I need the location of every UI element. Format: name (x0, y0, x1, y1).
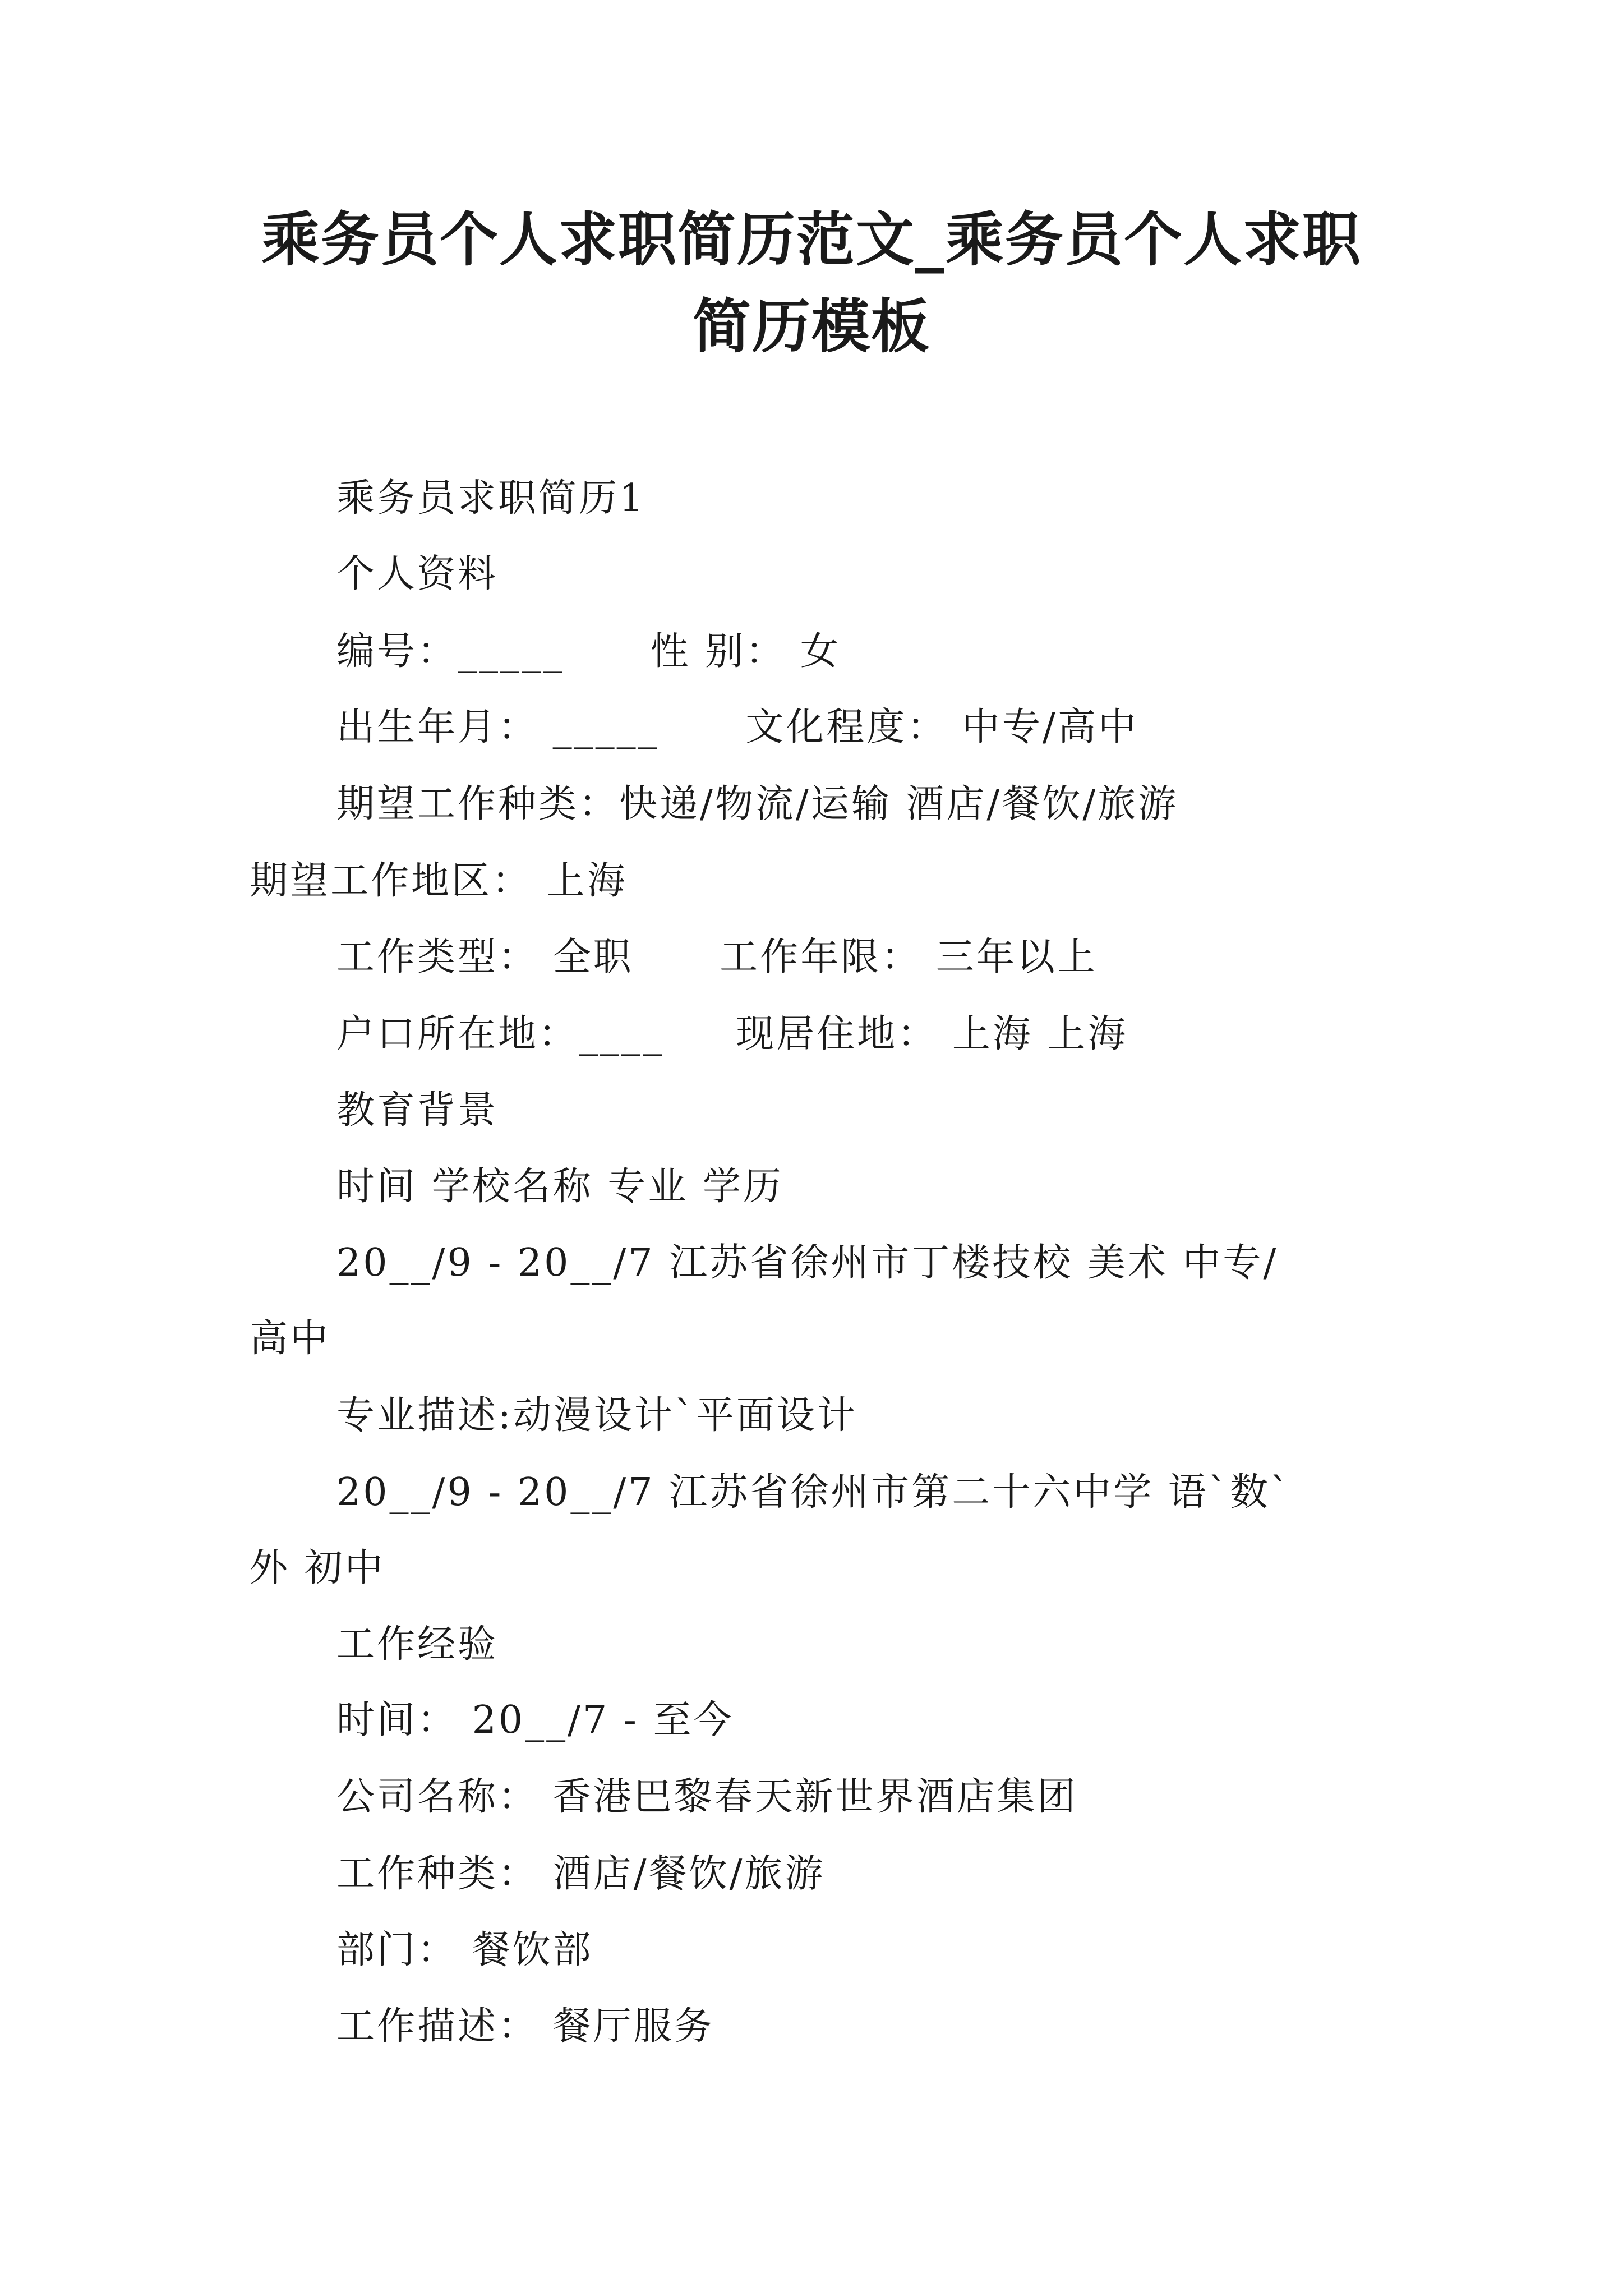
section-work-experience: 工作经验 (336, 1622, 499, 1667)
education-table-header: 时间 学校名称 专业 学历 (336, 1165, 783, 1209)
row-work-type-years: 工作类型： 全职 工作年限： 三年以上 (336, 935, 1098, 979)
education-entry-2-continued: 外 初中 (250, 1546, 385, 1590)
resume-heading: 乘务员求职简历1 (336, 476, 646, 521)
section-education: 教育背景 (336, 1088, 499, 1133)
work-department: 部门： 餐饮部 (336, 1928, 593, 1972)
document-title-line-1: 乘务员个人求职简历范文_乘务员个人求职 (261, 205, 1362, 274)
row-expected-work-area: 期望工作地区： 上海 (250, 859, 628, 903)
row-residence: 户口所在地：____ 现居住地： 上海 上海 (336, 1012, 1128, 1056)
work-company: 公司名称： 香港巴黎春天新世界酒店集团 (336, 1775, 1078, 1819)
work-category: 工作种类： 酒店/餐饮/旅游 (336, 1852, 826, 1896)
education-entry-2: 20__/9 - 20__/7 江苏省徐州市第二十六中学 语`数` (336, 1470, 1292, 1515)
work-time: 时间： 20__/7 - 至今 (336, 1698, 734, 1742)
work-description: 工作描述： 餐厅服务 (336, 2004, 714, 2049)
education-entry-1-description: 专业描述:动漫设计`平面设计 (336, 1393, 857, 1438)
row-id-gender: 编号：_____ 性 别： 女 (336, 629, 841, 674)
section-personal-info: 个人资料 (336, 552, 499, 596)
row-birth-education: 出生年月： _____ 文化程度： 中专/高中 (336, 705, 1138, 749)
row-expected-job-type: 期望工作种类：快递/物流/运输 酒店/餐饮/旅游 (336, 782, 1179, 826)
education-entry-1-continued: 高中 (250, 1317, 331, 1361)
education-entry-1: 20__/9 - 20__/7 江苏省徐州市丁楼技校 美术 中专/ (336, 1241, 1279, 1285)
document-title-line-2: 简历模板 (692, 292, 930, 361)
